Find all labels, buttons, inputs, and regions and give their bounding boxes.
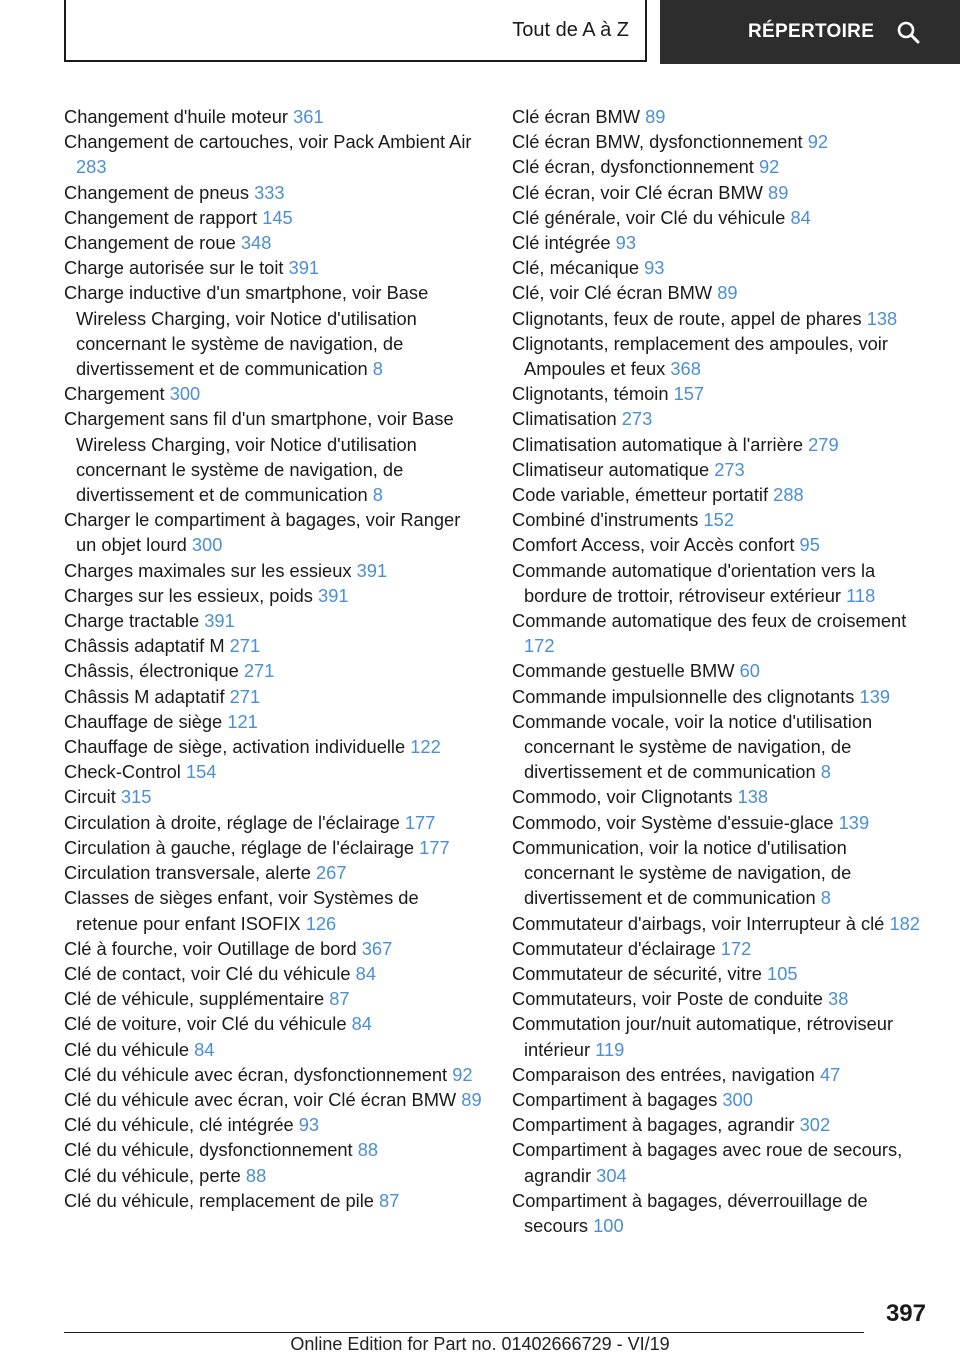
index-entry-term: Clé écran, voir Clé écran BMW: [512, 181, 763, 203]
index-entry: [64, 860, 484, 885]
index-entry-term: Classes de sièges enfant, voir Systèmes de retenue pour enfant ISOFIX: [64, 887, 419, 934]
index-entry-term: Chargement: [64, 383, 165, 405]
index-entry-term: Clé de véhicule, supplémentaire: [64, 988, 325, 1010]
index-entry-term: Commande vocale, voir la notice d'utilisation concernant le système de navigation, de divertissement et de communication: [512, 710, 873, 783]
index-entry-term: Clé du véhicule: [64, 1038, 189, 1060]
index-entry-term: Clé du véhicule, dysfonctionnement: [64, 1139, 353, 1161]
index-entry: [512, 230, 932, 255]
index-entry-page-link[interactable]: 138: [866, 307, 898, 329]
index-entry-page-link[interactable]: 84: [194, 1038, 215, 1060]
index-entry-term: Commutateur d'airbags, voir Interrupteur à clé: [512, 912, 885, 934]
index-entry-term: Combiné d'instruments: [512, 509, 699, 531]
index-entry-term: Clé écran, dysfonctionnement: [512, 156, 754, 178]
index-entry-page-link[interactable]: 271: [229, 685, 261, 707]
index-entry-term: Circulation à droite, réglage de l'éclairage: [64, 811, 400, 833]
index-entry-page-link[interactable]: 333: [254, 181, 285, 203]
index-column-left: [64, 104, 484, 1213]
index-entry-page-link[interactable]: 87: [379, 1189, 400, 1211]
index-entry-term: Charge inductive d'un smartphone, voir Base Wireless Charging, voir Notice d'utilisation concernant le système de navigation, de divertissement et de communication: [64, 282, 429, 380]
index-entry-page-link[interactable]: 105: [767, 962, 798, 984]
index-entry-page-link[interactable]: 122: [410, 736, 441, 758]
index-entry: [64, 734, 484, 759]
index-entry-page-link[interactable]: 391: [204, 610, 235, 632]
index-entry-term: Comparaison des entrées, navigation: [512, 1063, 815, 1085]
index-entry-term: Clé du véhicule, remplacement de pile: [64, 1189, 374, 1211]
index-entry: [512, 961, 932, 986]
index-entry-term: Changement de pneus: [64, 181, 249, 203]
index-entry: [64, 784, 484, 809]
index-entry-page-link[interactable]: 145: [262, 206, 293, 228]
index-entry: [64, 1087, 484, 1112]
index-entry: [64, 129, 484, 179]
index-entry-page-link[interactable]: 100: [593, 1214, 624, 1236]
index-entry-term: Climatisation automatique à l'arrière: [512, 433, 804, 455]
index-entry: [512, 1112, 932, 1137]
index-entry-term: Chargement sans fil d'un smartphone, voir Base Wireless Charging, voir Notice d'utilisation concernant le système de navigation, de divertissement et de communication: [64, 408, 454, 506]
index-entry-page-link[interactable]: 47: [819, 1063, 841, 1085]
index-entry: [512, 986, 932, 1011]
index-entry-term: Comfort Access, voir Accès confort: [512, 534, 795, 556]
index-entry: [512, 457, 932, 482]
index-entry-page-link[interactable]: 89: [717, 282, 738, 304]
index-entry: [64, 583, 484, 608]
index-entry: [64, 684, 484, 709]
index-entry-page-link[interactable]: 8: [372, 358, 383, 380]
index-entry: [64, 1011, 484, 1036]
index-entry-term: Compartiment à bagages, agrandir: [512, 1114, 795, 1136]
index-entry: [64, 104, 484, 129]
index-entry-term: Climatiseur automatique: [512, 458, 710, 480]
index-entry-page-link[interactable]: 126: [305, 912, 337, 934]
index-entry-term: Commande gestuelle BMW: [512, 660, 735, 682]
tab-a-to-z-label: Tout de A à Z: [512, 18, 629, 41]
index-entry: [512, 280, 932, 305]
index-entry-page-link[interactable]: 300: [169, 383, 201, 405]
index-entry: [64, 986, 484, 1011]
index-entry: [512, 180, 932, 205]
index-entry: [64, 1037, 484, 1062]
index-entry-term: Commande automatique d'orientation vers la bordure de trottoir, rétroviseur extérieur: [512, 559, 876, 606]
index-entry-page-link[interactable]: 182: [889, 912, 920, 934]
index-entry-page-link[interactable]: 88: [357, 1139, 379, 1161]
footer-divider: [64, 1332, 864, 1333]
index-entry: [512, 658, 932, 683]
index-entry-term: Charger le compartiment à bagages, voir Ranger un objet lourd: [64, 509, 461, 556]
index-entry-page-link[interactable]: 93: [644, 257, 665, 279]
index-entry-term: Compartiment à bagages: [512, 1088, 718, 1110]
index-entry: [512, 482, 932, 507]
index-entry: [512, 306, 932, 331]
index-entry-page-link[interactable]: 391: [288, 257, 320, 279]
index-entry-term: Commutateur d'éclairage: [512, 937, 716, 959]
index-entry-page-link[interactable]: 271: [243, 660, 275, 682]
index-entry: [512, 154, 932, 179]
index-entry: [512, 104, 932, 129]
index-entry: [64, 230, 484, 255]
index-entry: [512, 129, 932, 154]
index-entry-page-link[interactable]: 38: [828, 988, 849, 1010]
index-entry-page-link[interactable]: 391: [356, 559, 388, 581]
index-entry-term: Clé intégrée: [512, 232, 611, 254]
footer-edition: Online Edition for Part no. 01402666729 - VI/19: [290, 1334, 670, 1354]
index-entry-page-link[interactable]: 93: [298, 1114, 320, 1136]
index-entry-page-link[interactable]: 367: [361, 937, 393, 959]
index-entry: [64, 406, 484, 507]
index-entry-term: Chauffage de siège: [64, 710, 223, 732]
index-entry-page-link[interactable]: 92: [807, 131, 829, 153]
index-entry: [64, 835, 484, 860]
index-entry: [64, 759, 484, 784]
index-entry-term: Charge autorisée sur le toit: [64, 257, 284, 279]
index-entry: [512, 406, 932, 431]
index-entry-term: Circulation à gauche, réglage de l'éclairage: [64, 836, 415, 858]
index-entry: [64, 280, 484, 381]
index-entry: [64, 1137, 484, 1162]
index-entry: [512, 1188, 932, 1238]
index-entry: [512, 835, 932, 911]
index-entry-page-link[interactable]: 368: [670, 358, 701, 380]
index-entry: [512, 608, 932, 658]
index-entry-term: Commutateur de sécurité, vitre: [512, 962, 762, 984]
index-entry-term: Commodo, voir Clignotants: [512, 786, 733, 808]
index-entry-term: Compartiment à bagages avec roue de secours, agrandir: [512, 1139, 903, 1186]
index-entry: [512, 684, 932, 709]
index-entry-page-link[interactable]: 87: [329, 988, 350, 1010]
index-entry-page-link[interactable]: 348: [240, 232, 272, 254]
index-entry-term: Communication, voir la notice d'utilisation concernant le système de navigation, de divertissement et de communication: [512, 836, 852, 909]
index-entry-term: Chauffage de siège, activation individuelle: [64, 736, 406, 758]
index-entry-term: Commutation jour/nuit automatique, rétroviseur intérieur: [512, 1013, 894, 1060]
index-entry-page-link[interactable]: 154: [185, 761, 217, 783]
index-entry: [512, 1137, 932, 1187]
index-entry-page-link[interactable]: 121: [227, 710, 258, 732]
index-entry-page-link[interactable]: 267: [316, 862, 347, 884]
index-entry-page-link[interactable]: 177: [404, 811, 436, 833]
index-entry-term: Code variable, émetteur portatif: [512, 484, 769, 506]
index-entry-page-link[interactable]: 271: [229, 635, 261, 657]
index-entry-page-link[interactable]: 288: [773, 484, 804, 506]
index-entry-page-link[interactable]: 300: [191, 534, 223, 556]
index-entry-term: Circuit: [64, 786, 116, 808]
page-number: 397: [885, 1300, 926, 1327]
index-entry-term: Clé de contact, voir Clé du véhicule: [64, 962, 351, 984]
index-entry: [64, 810, 484, 835]
index-entry-page-link[interactable]: 273: [714, 458, 745, 480]
index-entry: [64, 381, 484, 406]
index-entry: [64, 558, 484, 583]
index-entry: [64, 205, 484, 230]
index-entry-term: Clé, mécanique: [512, 257, 640, 279]
index-entry: [512, 936, 932, 961]
index-entry: [512, 205, 932, 230]
index-entry-term: Climatisation: [512, 408, 617, 430]
index-entry-term: Charges sur les essieux, poids: [64, 584, 313, 606]
index-entry: [64, 633, 484, 658]
index-entry: [64, 1163, 484, 1188]
index-entry-term: Clé de voiture, voir Clé du véhicule: [64, 1013, 347, 1035]
index-entry: [512, 558, 932, 608]
index-entry-page-link[interactable]: 95: [799, 534, 820, 556]
index-entry-page-link[interactable]: 8: [820, 887, 831, 909]
index-entry-page-link[interactable]: 92: [758, 156, 780, 178]
index-entry-term: Clignotants, témoin: [512, 383, 669, 405]
index-entry-page-link[interactable]: 84: [351, 1013, 372, 1035]
index-entry: [512, 381, 932, 406]
index-entry: [512, 810, 932, 835]
index-entry: [64, 961, 484, 986]
index-entry-term: Clé, voir Clé écran BMW: [512, 282, 713, 304]
index-entry-page-link[interactable]: 93: [615, 232, 637, 254]
index-column-right: [512, 104, 932, 1238]
index-entry-page-link[interactable]: 92: [452, 1063, 473, 1085]
index-entry-page-link[interactable]: 89: [768, 181, 789, 203]
index-entry-term: Changement d'huile moteur: [64, 106, 289, 127]
index-entry-term: Clé à fourche, voir Outillage de bord: [64, 937, 357, 959]
index-entry: [512, 432, 932, 457]
index-entry-page-link[interactable]: 177: [419, 836, 450, 858]
index-entry-term: Changement de cartouches, voir Pack Ambient Air: [64, 131, 472, 153]
index-entry-term: Charges maximales sur les essieux: [64, 559, 352, 581]
index-entry-term: Châssis adaptatif M: [64, 635, 225, 657]
index-entry-term: Commande impulsionnelle des clignotants: [512, 685, 855, 707]
index-entry: [64, 507, 484, 557]
index-entry: [64, 709, 484, 734]
index-entry-page-link[interactable]: 152: [703, 509, 734, 531]
index-entry-term: Clé du véhicule, perte: [64, 1164, 241, 1186]
index-entry-page-link[interactable]: 88: [245, 1164, 267, 1186]
index-entry-term: Changement de rapport: [64, 206, 258, 228]
index-entry: [512, 784, 932, 809]
index-entry-term: Compartiment à bagages, déverrouillage de secours: [512, 1189, 868, 1236]
index-entry-term: Châssis M adaptatif: [64, 685, 225, 707]
index-entry: [512, 1011, 932, 1061]
index-entry-term: Commodo, voir Système d'essuie-glace: [512, 811, 834, 833]
index-entry: [64, 936, 484, 961]
index-entry-term: Commande automatique des feux de croisement: [512, 610, 907, 632]
index-entry-page-link[interactable]: 84: [355, 962, 376, 984]
index-entry-page-link[interactable]: 139: [859, 685, 891, 707]
index-entry: [512, 532, 932, 557]
index-entry-term: Clé écran BMW, dysfonctionnement: [512, 131, 803, 153]
index-entry-page-link[interactable]: 304: [596, 1164, 627, 1186]
index-entry: [512, 1062, 932, 1087]
tab-a-to-z[interactable]: [64, 0, 647, 62]
index-entry: [512, 507, 932, 532]
index-entry-page-link[interactable]: 273: [621, 408, 653, 430]
index-entry-term: Circulation transversale, alerte: [64, 862, 311, 884]
index-entry-page-link[interactable]: 315: [120, 786, 152, 808]
index-entry-page-link[interactable]: 84: [790, 206, 811, 228]
index-entry-term: Clignotants, remplacement des ampoules, voir Ampoules et feux: [512, 332, 888, 380]
index-entry-page-link[interactable]: 302: [799, 1114, 831, 1136]
index-entry-page-link[interactable]: 119: [595, 1038, 625, 1060]
index-entry-page-link[interactable]: 8: [820, 761, 831, 783]
index-entry-page-link[interactable]: 157: [673, 383, 705, 405]
index-entry: [64, 608, 484, 633]
header: [0, 0, 960, 64]
index-entry-term: Commutateurs, voir Poste de conduite: [512, 988, 823, 1010]
index-entry: [64, 255, 484, 280]
index-entry-page-link[interactable]: 283: [76, 156, 107, 178]
index-entry-page-link[interactable]: 300: [722, 1088, 753, 1110]
index-entry-page-link[interactable]: 279: [808, 433, 839, 455]
index-entry-page-link[interactable]: 391: [318, 584, 349, 606]
index-entry-page-link[interactable]: 8: [372, 484, 383, 506]
index-entry-page-link[interactable]: 89: [461, 1088, 482, 1110]
index-entry: [64, 1062, 484, 1087]
index-entry-page-link[interactable]: 118: [846, 584, 876, 606]
index-entry-page-link[interactable]: 138: [737, 786, 769, 808]
index-entry-term: Clé du véhicule, clé intégrée: [64, 1114, 294, 1136]
search-icon: [896, 20, 920, 44]
index-entry: [512, 1087, 932, 1112]
index-entry-page-link[interactable]: 172: [524, 635, 555, 657]
tab-directory-label: RÉPERTOIRE: [748, 21, 875, 42]
index-entry-term: Clignotants, feux de route, appel de phares: [512, 307, 862, 329]
tab-directory[interactable]: [660, 0, 960, 64]
index-entry: [512, 709, 932, 785]
index-entry: [64, 885, 484, 935]
index-entry-term: Clé générale, voir Clé du véhicule: [512, 206, 786, 228]
index-entry-term: Clé du véhicule avec écran, dysfonctionnement: [64, 1063, 448, 1085]
index-entry: [512, 911, 932, 936]
index-entry: [64, 658, 484, 683]
index-entry-term: Clé du véhicule avec écran, voir Clé écran BMW: [64, 1088, 457, 1110]
index-entry-page-link[interactable]: 139: [838, 811, 870, 833]
index-entry-page-link[interactable]: 172: [720, 937, 752, 959]
index-entry-page-link[interactable]: 60: [739, 660, 760, 682]
index-entry-term: Châssis, électronique: [64, 660, 239, 682]
index-entry-page-link[interactable]: 361: [293, 106, 324, 127]
index-entry-term: Clé écran BMW: [512, 106, 640, 127]
index-entry-term: Check-Control: [64, 761, 181, 783]
index-entry-term: Charge tractable: [64, 610, 200, 632]
index-entry: [512, 255, 932, 280]
index-entry: [512, 331, 932, 381]
index-entry: [64, 1112, 484, 1137]
index-entry-term: Changement de roue: [64, 232, 236, 254]
index-entry-page-link[interactable]: 89: [645, 106, 666, 127]
index-entry: [64, 1188, 484, 1213]
index-entry: [64, 180, 484, 205]
